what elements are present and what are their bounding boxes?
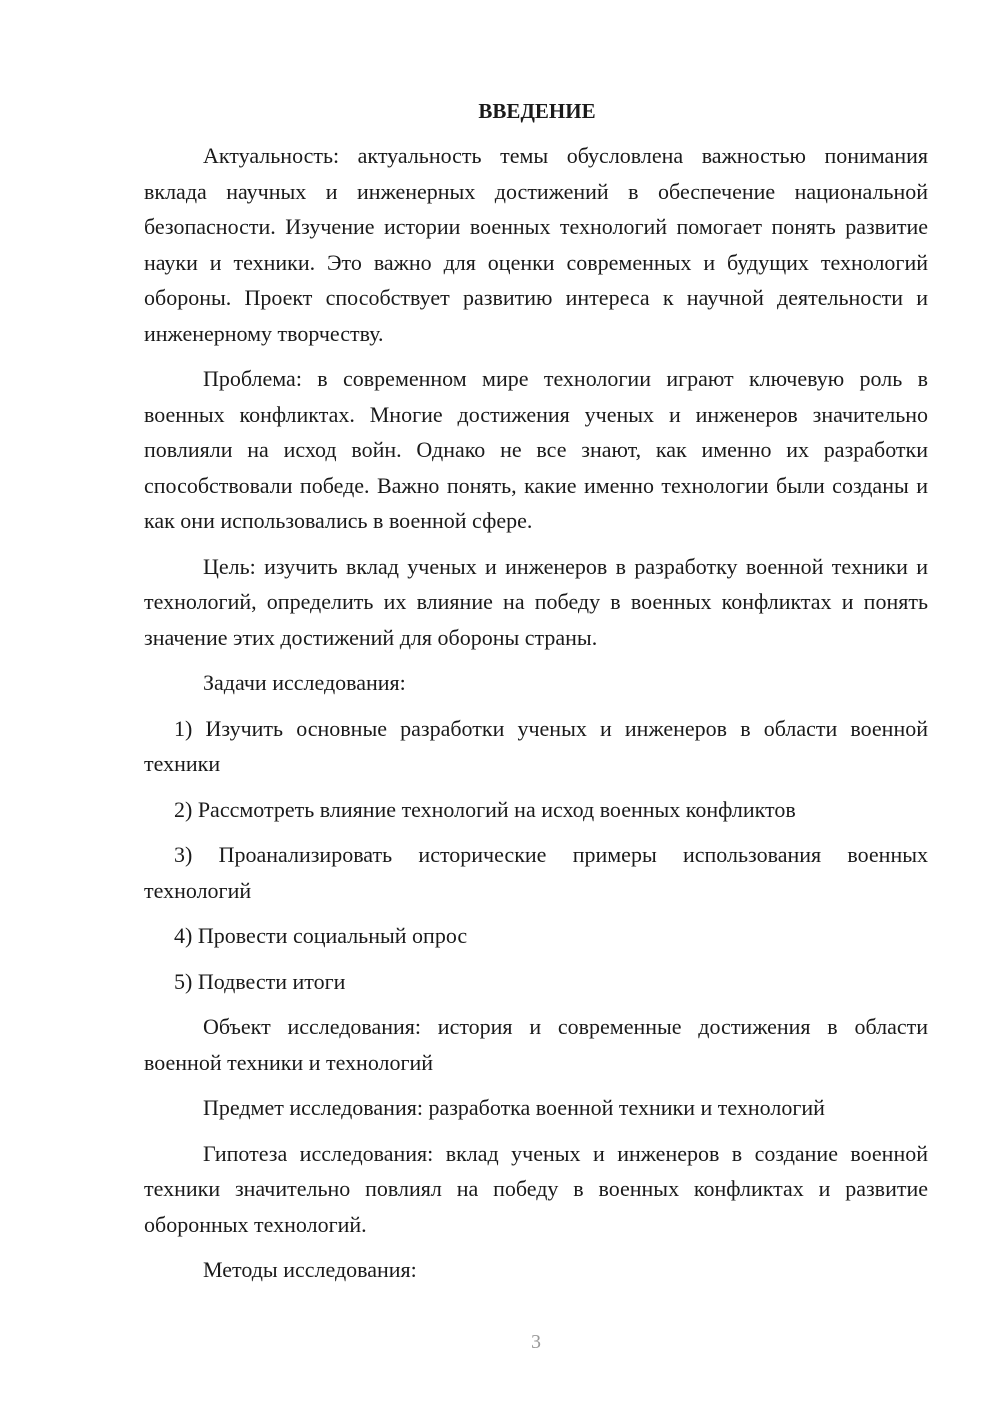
methods-heading: Методы исследования: (203, 1257, 417, 1282)
goal-paragraph: Цель: изучить вклад ученых и инженеров в разработку военной техники и технологий, определить их влияние на победу в военных конфликтах и понять значение этих достижений для обороны страны. (144, 553, 928, 650)
subject-paragraph: Предмет исследования: разработка военной техники и технологий (203, 1095, 825, 1120)
object-paragraph: Объект исследования: история и современные достижения в области военной техники и технологий (144, 1014, 928, 1075)
relevance-paragraph: Актуальность: актуальность темы обусловлена важностью понимания вклада научных и инженерных достижений в обеспечение национальной безопасности. Изучение истории военных технологий помогает понять развитие науки и техники. Это важно для оценки современных и будущих технологий обороны. Проект способствует развитию интереса к научной деятельности и инженерному творчеству. (144, 143, 928, 346)
task-item-3: 3) Проанализировать исторические примеры использования военных технологий (144, 842, 928, 903)
task-item-5: 5) Подвести итоги (174, 968, 346, 994)
page-number: 3 (531, 1331, 541, 1353)
tasks-heading: Задачи исследования: (203, 670, 406, 695)
hypothesis-paragraph: Гипотеза исследования: вклад ученых и инженеров в создание военной техники значительно повлиял на победу в военных конфликтах и развитие оборонных технологий. (144, 1140, 928, 1237)
task-item-1: 1) Изучить основные разработки ученых и инженеров в области военной техники (144, 715, 928, 776)
problem-paragraph: Проблема: в современном мире технологии играют ключевую роль в военных конфликтах. Многие достижения ученых и инженеров значительно повлияли на исход войн. Однако не все знают, как именно их разработки способствовали победе. Важно понять, какие именно технологии были созданы и как они использовались в военной сфере. (144, 366, 928, 533)
document-page (144, 96, 928, 1298)
task-item-2: 2) Рассмотреть влияние технологий на исход военных конфликтов (174, 796, 796, 822)
section-title: ВВЕДЕНИЕ (478, 99, 596, 123)
task-item-4: 4) Провести социальный опрос (174, 923, 468, 948)
